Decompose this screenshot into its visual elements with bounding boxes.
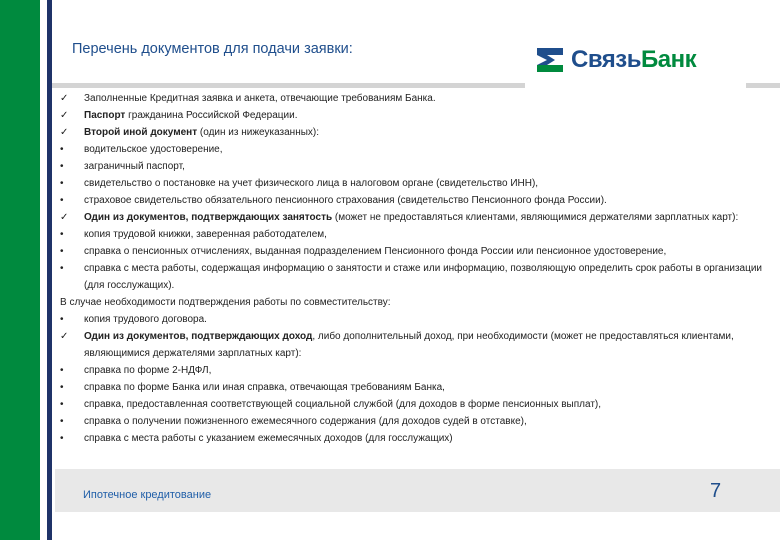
bullet-icon: • [60, 416, 64, 427]
item-text: справка о получении пожизненного ежемесячного содержания (для доходов судей в отставке), [84, 416, 527, 427]
logo-text-part2: Банк [640, 46, 697, 73]
item-text: Заполненные Кредитная заявка и анкета, отвечающие требованиям Банка. [84, 93, 436, 104]
footer [55, 469, 780, 512]
bullet-icon: • [60, 382, 64, 393]
item-text: справка по форме 2-НДФЛ, [84, 365, 212, 376]
checkmark-icon: ✓ [60, 127, 69, 138]
bank-logo [535, 44, 696, 76]
item-text: справка по форме Банка или иная справка, отвечающая требованиям Банка, [84, 382, 445, 393]
item-text: копия трудовой книжки, заверенная работодателем, [84, 229, 327, 240]
page-number: 7 [710, 480, 722, 502]
logo-s-icon [535, 44, 565, 76]
item-text: справка, предоставленная соответствующей социальной службой (для доходов в форме пенсионных выплат), [84, 399, 602, 410]
item-text: справка с места работы, содержащая информацию о занятости и стаже или информацию, позволяющую определить срок работы в организации (для госслужащих). [84, 263, 762, 291]
page-title: Перечень документов для подачи заявки: [72, 41, 353, 57]
list-item [60, 226, 772, 243]
logo-text-part1: Связь [571, 46, 641, 73]
checkmark-icon: ✓ [60, 93, 69, 104]
item-bold-text: Второй иной документ [84, 127, 198, 138]
item-bold-text: Один из документов, подтверждающих занятость [84, 212, 333, 223]
checkmark-icon: ✓ [60, 331, 69, 342]
list-item [60, 243, 772, 260]
bullet-icon: • [60, 246, 64, 257]
list-item [60, 294, 772, 311]
bullet-icon: • [60, 399, 64, 410]
list-item [60, 175, 772, 192]
list-item [60, 413, 772, 430]
bullet-icon: • [60, 314, 64, 325]
list-item [60, 328, 772, 362]
item-text: (может не предоставляться клиентами, являющимися держателями зарплатных карт): [332, 212, 739, 223]
bullet-icon: • [60, 229, 64, 240]
list-item [60, 379, 772, 396]
list-item [60, 141, 772, 158]
item-text: водительское удостоверение, [84, 144, 223, 155]
item-text: свидетельство о постановке на учет физического лица в налоговом органе (свидетельство ИНН), [84, 178, 539, 189]
list-item [60, 430, 772, 447]
bullet-icon: • [60, 433, 64, 444]
bullet-icon: • [60, 178, 64, 189]
list-item [60, 90, 772, 107]
footer-section-title: Ипотечное кредитование [83, 489, 212, 501]
item-bold-text: Паспорт [84, 110, 126, 121]
item-text: справка с места работы с указанием ежемесячных доходов (для госслужащих) [84, 433, 453, 444]
item-text: гражданина Российской Федерации. [125, 110, 298, 121]
header-divider-right [746, 83, 780, 88]
checkmark-icon: ✓ [60, 212, 69, 223]
checkmark-icon: ✓ [60, 110, 69, 121]
item-bold-text: Один из документов, подтверждающих доход [84, 331, 313, 342]
item-text: копия трудового договора. [84, 314, 207, 325]
list-item [60, 192, 772, 209]
header-divider [52, 83, 525, 88]
list-item [60, 107, 772, 124]
list-item [60, 209, 772, 226]
green-side-bar [0, 0, 40, 540]
bullet-icon: • [60, 365, 64, 376]
item-text: заграничный паспорт, [84, 161, 185, 172]
list-item [60, 311, 772, 328]
item-text: (один из нижеуказанных): [197, 127, 320, 138]
bullet-icon: • [60, 195, 64, 206]
bullet-icon: • [60, 144, 64, 155]
item-text: справка о пенсионных отчислениях, выданная подразделением Пенсионного фонда России или пенсионное удостоверение, [84, 246, 667, 257]
list-item [60, 362, 772, 379]
list-item [60, 158, 772, 175]
bullet-icon: • [60, 161, 64, 172]
navy-side-bar [47, 0, 52, 540]
bullet-icon: • [60, 263, 64, 274]
list-item [60, 396, 772, 413]
item-text: , либо дополнительный доход, при необходимости (может не предоставляться клиентами, являющимися держателями зарплатных карт): [84, 331, 734, 359]
list-item [60, 260, 772, 294]
documents-list [60, 90, 772, 447]
item-text: В случае необходимости подтверждения работы по совместительству: [60, 297, 391, 308]
list-item [60, 124, 772, 141]
item-text: страховое свидетельство обязательного пенсионного страхования (свидетельство Пенсионного фонда России). [84, 195, 607, 206]
